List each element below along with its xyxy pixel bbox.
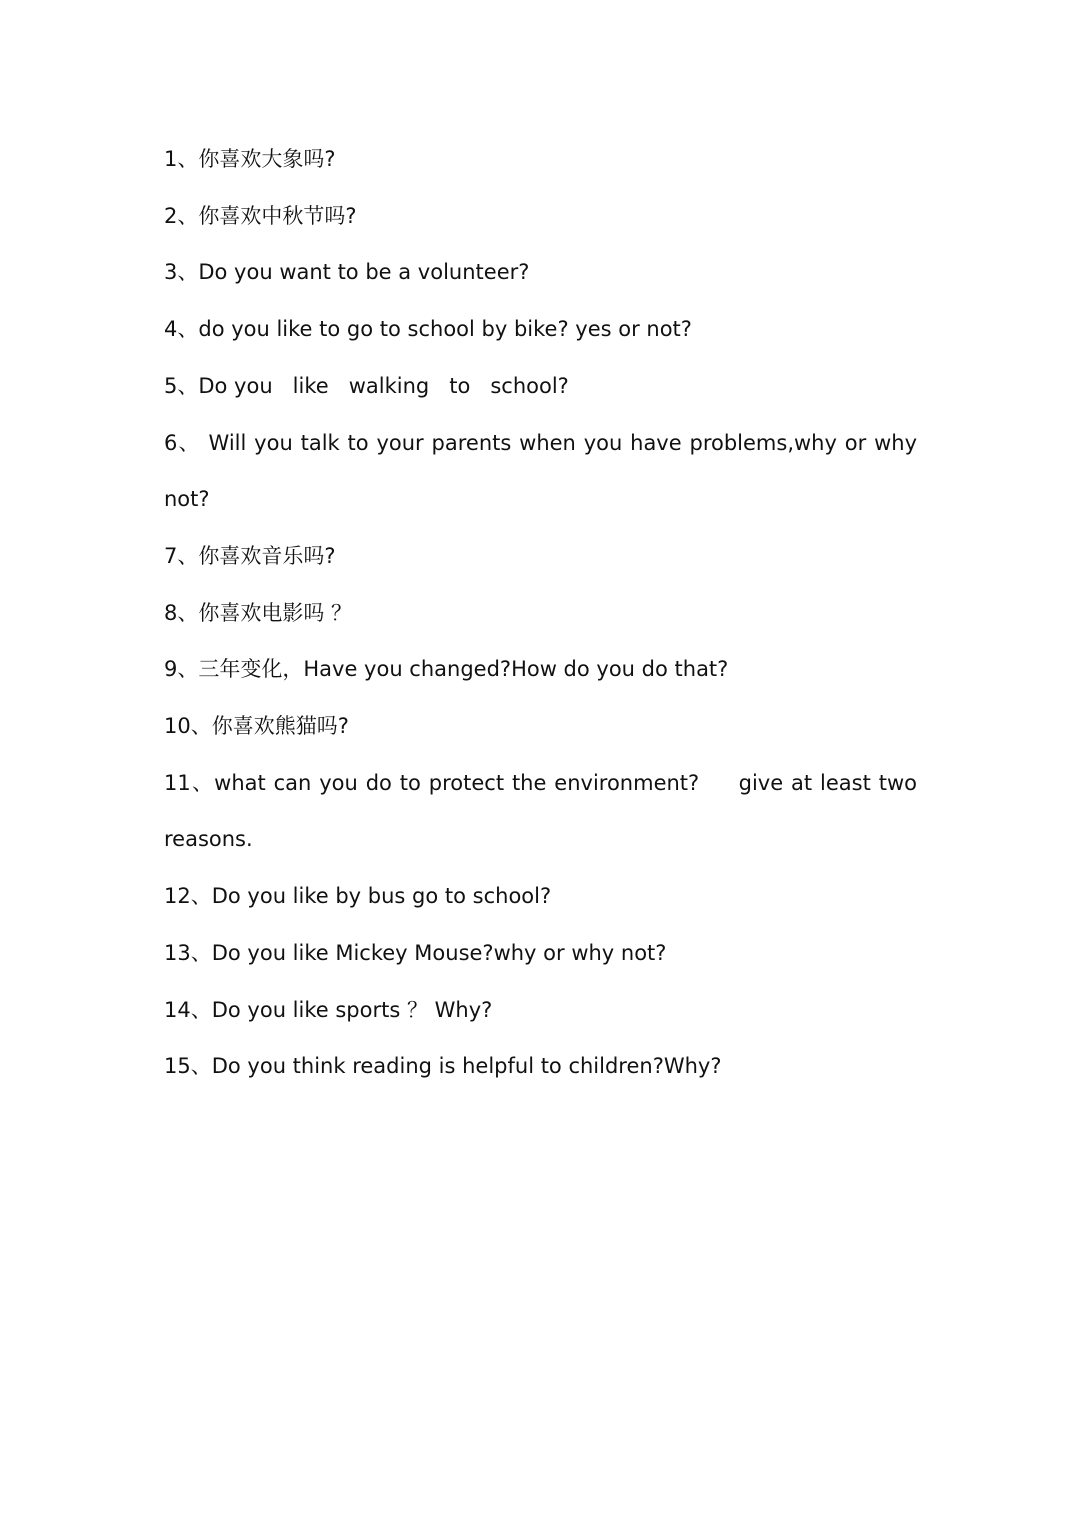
- question-11: 11、what can you do to protect the environment? give at least two reasons.: [164, 770, 924, 852]
- question-15: 15、Do you think reading is helpful to children?Why?: [164, 1054, 722, 1079]
- question-12: 12、Do you like by bus go to school?: [164, 884, 552, 909]
- question-2: 2、你喜欢中秋节吗?: [164, 203, 357, 228]
- question-9: 9、三年变化，Have you changed?How do you do that?: [164, 657, 729, 682]
- question-5: 5、Do you like walking to school?: [164, 373, 569, 398]
- question-10: 10、你喜欢熊猫吗?: [164, 714, 349, 739]
- question-4: 4、do you like to go to school by bike? yes or not?: [164, 317, 692, 342]
- question-8: 8、你喜欢电影吗 ？: [164, 600, 353, 625]
- question-list: [164, 131, 924, 1095]
- question-14: 14、Do you like sports ？ Why?: [164, 997, 493, 1022]
- question-1: 1、你喜欢大象吗?: [164, 147, 336, 171]
- question-13: 13、Do you like Mickey Mouse?why or why not?: [164, 940, 667, 965]
- question-6: 6、 Will you talk to your parents when you have problems,why or why not?: [164, 430, 924, 512]
- question-3: 3、Do you want to be a volunteer?: [164, 260, 530, 285]
- question-7: 7、你喜欢音乐吗?: [164, 543, 336, 568]
